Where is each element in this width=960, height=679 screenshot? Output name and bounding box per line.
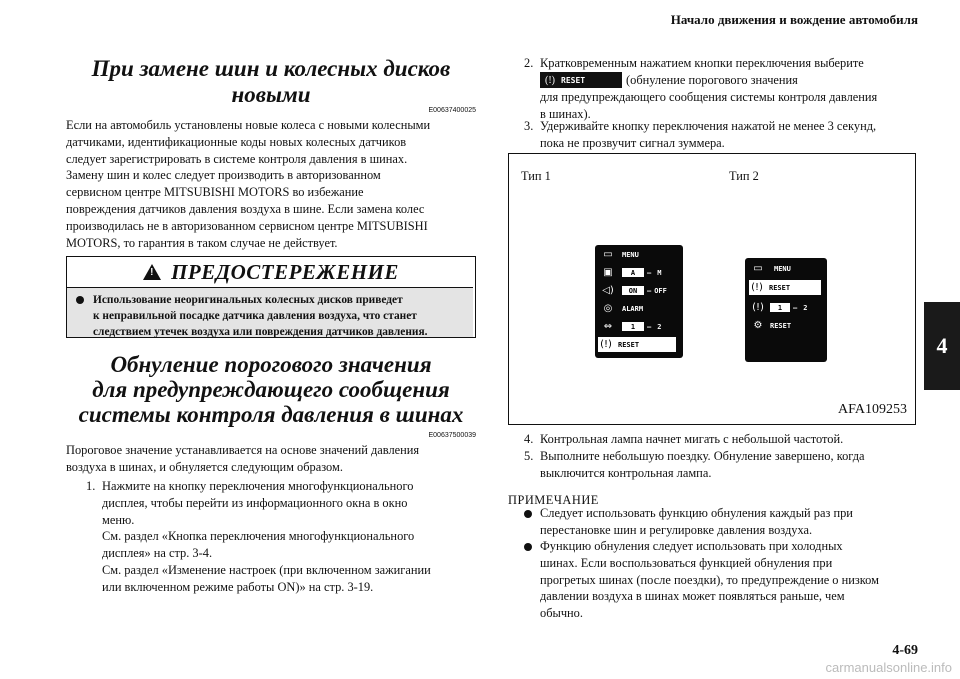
body-line: воздуха в шинах, и обнуляется следующим образом. (66, 459, 343, 474)
body-line: датчиками, идентификационные коды новых колесных датчиков (66, 134, 407, 149)
alarm-label: ALARM (622, 304, 644, 313)
option-separator: – (793, 303, 798, 312)
section1-title-line: новыми (231, 82, 311, 107)
step2-line: Кратковременным нажатием кнопки переключения выберите (540, 56, 864, 70)
option-separator: – (647, 268, 652, 277)
fuel-mode-icon: ▣ (603, 267, 613, 278)
type2-label: Тип 2 (729, 169, 759, 183)
note-line: перестановке шин и регулировке давления воздуха. (540, 522, 813, 537)
section1-code: E00637400025 (428, 107, 476, 114)
warning-triangle-icon: ! (143, 264, 161, 280)
tire-pressure-icon: (!) (545, 74, 555, 86)
note-line: Следует использовать функцию обнуления каждый раз при (540, 506, 853, 520)
note-item (540, 505, 920, 539)
step-line: Выполните небольшую поездку. Обнуление завершено, когда (540, 449, 865, 463)
note-line: давлении воздуха в шинах может появляться раньше, чем (540, 589, 845, 604)
watermark: carmanualsonline.info (825, 660, 952, 675)
step2-line: в шинах). (540, 107, 591, 121)
step-line: См. раздел «Кнопка переключения многофункционального (102, 529, 415, 544)
reset-inline-icon (540, 72, 622, 88)
reset-label: RESET (770, 321, 792, 330)
sound-icon: ◁) (602, 285, 614, 296)
section1-title (66, 56, 476, 108)
figure-code: AFA109253 (838, 402, 907, 417)
step-line: выключится контрольная лампа. (540, 465, 712, 480)
warning-header (67, 257, 475, 287)
option-alt: 2 (657, 322, 662, 331)
warning-text (93, 292, 465, 340)
body-line: сервисном центре MITSUBISHI MOTORS во избежание (66, 185, 364, 200)
option-value: 1 (622, 322, 644, 331)
step4-text: Контрольная лампа начнет мигать с небольшой частотой. (540, 432, 844, 446)
step2-line: для предупреждающего сообщения системы контроля давления (540, 90, 878, 104)
reset-label: RESET (618, 340, 640, 349)
option-alt: 2 (803, 303, 808, 312)
note-line: Функцию обнуления следует использовать при холодных (540, 539, 843, 553)
step2-line: (обнуление порогового значения (626, 73, 798, 87)
step-line: меню. (102, 512, 135, 527)
tire-pressure-icon: (!) (751, 282, 763, 293)
display-type2 (745, 258, 827, 362)
warning-line: к неправильной посадке датчика давления воздуха, что станет (93, 310, 417, 322)
bullet-icon (524, 543, 532, 551)
warning-body (67, 287, 473, 337)
alarm-icon: ◎ (603, 303, 613, 314)
option-alt: M (657, 268, 662, 277)
tire-pressure-icon: (!) (600, 339, 612, 350)
type1-label: Тип 1 (521, 169, 551, 183)
step-line: дисплея» на стр. 3-4. (102, 546, 213, 561)
step-line: Нажмите на кнопку переключения многофункционального (102, 479, 414, 493)
note-line: прогретых шинах (после поездки), то предупреждение о низком (540, 572, 879, 587)
display-type1 (595, 245, 683, 358)
option-value: ON (622, 286, 644, 295)
section2-title (66, 352, 476, 427)
reset-label: RESET (769, 283, 791, 292)
step3-text (540, 118, 920, 152)
option-value: 1 (770, 303, 790, 312)
warning-box (66, 256, 476, 338)
section2-title-line: для предупреждающего сообщения (92, 377, 450, 402)
reset-inline-label: RESET (561, 75, 586, 85)
indicator-icon: ⇔ (603, 321, 613, 332)
maintenance-icon: ⚙ (753, 320, 763, 331)
toolbox-icon: ▭ (603, 249, 613, 260)
note-line: шинах. Если воспользоваться функцией обнуления при (540, 555, 833, 570)
warning-title: ПРЕДОСТЕРЕЖЕНИЕ (171, 259, 399, 284)
warning-line: следствием утечек воздуха или повреждения датчиков давления. (93, 326, 428, 338)
note-item (540, 538, 920, 622)
step-line: дисплея, чтобы перейти из информационного окна в окно (102, 495, 408, 510)
step4-number: 4. (524, 432, 534, 446)
display-figure (508, 153, 916, 425)
menu-label: MENU (774, 264, 791, 273)
chapter-title: Начало движения и вождение автомобиля (670, 12, 918, 27)
toolbox-icon: ▭ (753, 263, 763, 274)
section2-title-line: Обнуление порогового значения (110, 352, 432, 377)
step-line: Удерживайте кнопку переключения нажатой не менее 3 секунд, (540, 119, 877, 133)
body-line: MOTORS, то гарантия в таком случае не действует. (66, 235, 338, 250)
body-line: повреждения датчиков давления воздуха в шине. Если замена колес (66, 201, 425, 216)
body-line: Пороговое значение устанавливается на основе значений давления (66, 443, 420, 457)
section1-body (66, 117, 486, 251)
section2-code: E00637500039 (428, 432, 476, 439)
body-line: производилась не в авторизованном сервисном центре MITSUBISHI (66, 218, 428, 233)
option-value: A (622, 268, 644, 277)
step2-number: 2. (524, 56, 534, 70)
step-line: или включенном режиме работы ON)» на стр. 3-19. (102, 579, 374, 594)
step5-text (540, 448, 920, 482)
step1-text (102, 478, 482, 596)
step-line: пока не прозвучит сигнал зуммера. (540, 135, 725, 150)
step5-number: 5. (524, 449, 534, 463)
step-line: См. раздел «Изменение настроек (при включенном зажигании (102, 562, 431, 577)
section2-intro (66, 442, 486, 476)
step3-number: 3. (524, 119, 534, 133)
option-separator: – (647, 286, 652, 295)
note-title: ПРИМЕЧАНИЕ (508, 493, 599, 507)
body-line: Замену шин и колес следует производить в авторизованном (66, 168, 381, 183)
section1-title-line: При замене шин и колесных дисков (91, 56, 451, 81)
step1-number: 1. (86, 479, 96, 493)
bullet-icon (76, 296, 84, 304)
bullet-icon (524, 510, 532, 518)
tire-pressure-icon: (!) (752, 302, 764, 313)
body-line: Если на автомобиль установлены новые колеса с новыми колесными (66, 118, 431, 132)
page-number: 4-69 (892, 643, 918, 658)
menu-label: MENU (622, 250, 639, 259)
option-separator: – (647, 322, 652, 331)
warning-line: Использование неоригинальных колесных дисков приведет (93, 294, 403, 306)
body-line: следует зарегистрировать в системе контроля давления в шинах. (66, 151, 408, 166)
chapter-tab: 4 (924, 302, 960, 390)
note-line: обычно. (540, 606, 583, 621)
section2-title-line: системы контроля давления в шинах (78, 402, 464, 427)
option-alt: OFF (654, 286, 667, 295)
